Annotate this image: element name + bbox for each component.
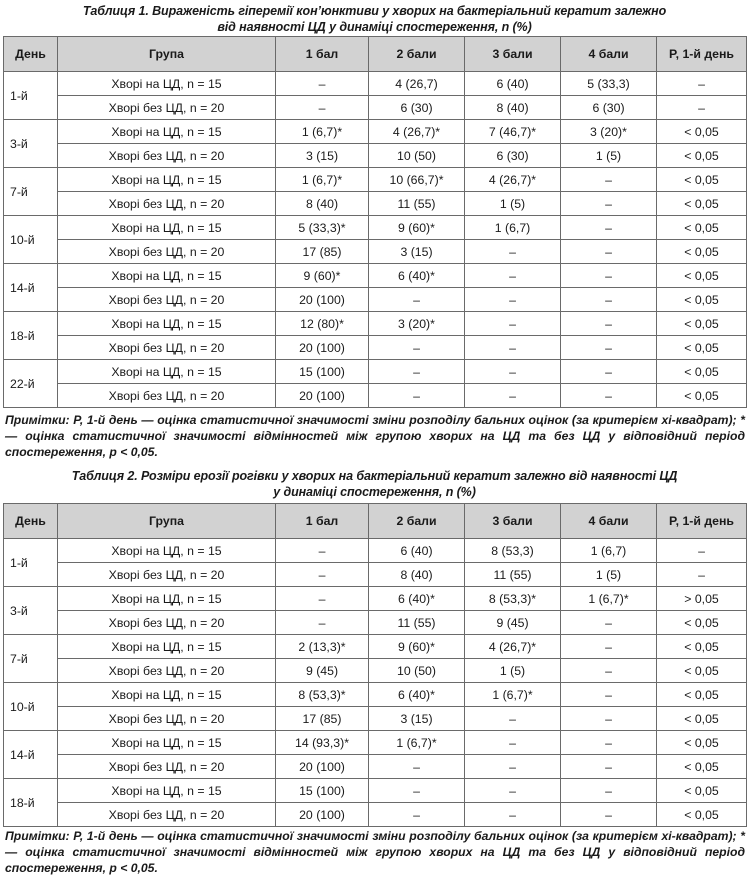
header-score-1: 1 бал xyxy=(276,37,369,72)
day-cell: 22-й xyxy=(4,360,58,408)
header-day: День xyxy=(4,37,58,72)
score-4-cell: 1 (6,7)* xyxy=(561,587,657,611)
score-2-cell: 6 (40)* xyxy=(369,683,465,707)
group-cell: Хворі на ЦД, n = 15 xyxy=(58,168,276,192)
score-2-cell: 11 (55) xyxy=(369,611,465,635)
table-row xyxy=(4,707,747,731)
score-4-cell: – xyxy=(561,384,657,408)
group-cell: Хворі без ЦД, n = 20 xyxy=(58,707,276,731)
score-1-cell: 17 (85) xyxy=(276,240,369,264)
score-2-cell: – xyxy=(369,803,465,827)
score-2-cell: 3 (15) xyxy=(369,707,465,731)
p-value-cell: – xyxy=(657,563,747,587)
score-3-cell: – xyxy=(465,707,561,731)
p-value-cell: > 0,05 xyxy=(657,587,747,611)
score-3-cell: – xyxy=(465,731,561,755)
header-p-value: P, 1-й день xyxy=(657,37,747,72)
table1-note: Примітки: Р, 1-й день — оцінка статистичної значимості зміни розподілу бальних оцінок (за критерієм хі-квадрат); * — оцінка статистичної значимості відмінностей між групою хворих на ЦД та без ЦД у відповідний період спостереження, р < 0,05. xyxy=(5,413,745,459)
day-cell: 10-й xyxy=(4,683,58,731)
p-value-cell: < 0,05 xyxy=(657,779,747,803)
group-cell: Хворі без ЦД, n = 20 xyxy=(58,755,276,779)
score-4-cell: 1 (5) xyxy=(561,563,657,587)
group-cell: Хворі без ЦД, n = 20 xyxy=(58,288,276,312)
score-3-cell: 11 (55) xyxy=(465,563,561,587)
p-value-cell: < 0,05 xyxy=(657,168,747,192)
group-cell: Хворі на ЦД, n = 15 xyxy=(58,683,276,707)
table-row xyxy=(4,288,747,312)
table-row xyxy=(4,635,747,659)
score-4-cell: – xyxy=(561,336,657,360)
score-2-cell: 6 (40)* xyxy=(369,587,465,611)
group-cell: Хворі на ЦД, n = 15 xyxy=(58,731,276,755)
p-value-cell: < 0,05 xyxy=(657,659,747,683)
table-row xyxy=(4,96,747,120)
p-value-cell: < 0,05 xyxy=(657,683,747,707)
table-row xyxy=(4,312,747,336)
group-cell: Хворі без ЦД, n = 20 xyxy=(58,96,276,120)
score-2-cell: 3 (15) xyxy=(369,240,465,264)
group-cell: Хворі без ЦД, n = 20 xyxy=(58,384,276,408)
group-cell: Хворі без ЦД, n = 20 xyxy=(58,336,276,360)
p-value-cell: < 0,05 xyxy=(657,144,747,168)
score-2-cell: 1 (6,7)* xyxy=(369,731,465,755)
table2-caption xyxy=(0,468,749,500)
score-1-cell: 1 (6,7)* xyxy=(276,168,369,192)
group-cell: Хворі на ЦД, n = 15 xyxy=(58,779,276,803)
score-1-cell: – xyxy=(276,539,369,563)
group-cell: Хворі на ЦД, n = 15 xyxy=(58,539,276,563)
group-cell: Хворі на ЦД, n = 15 xyxy=(58,312,276,336)
score-2-cell: 9 (60)* xyxy=(369,635,465,659)
table-row xyxy=(4,384,747,408)
group-cell: Хворі без ЦД, n = 20 xyxy=(58,144,276,168)
header-score-4: 4 бали xyxy=(561,37,657,72)
score-1-cell: 5 (33,3)* xyxy=(276,216,369,240)
table1-caption-line1: Таблиця 1. Вираженість гіперемії кон’юнктиви у хворих на бактеріальний кератит залежно xyxy=(82,4,667,18)
table-row xyxy=(4,659,747,683)
score-4-cell: – xyxy=(561,360,657,384)
score-2-cell: 6 (40)* xyxy=(369,264,465,288)
score-4-cell: 6 (30) xyxy=(561,96,657,120)
score-3-cell: 1 (6,7) xyxy=(465,216,561,240)
group-cell: Хворі на ЦД, n = 15 xyxy=(58,635,276,659)
score-2-cell: – xyxy=(369,384,465,408)
score-3-cell: 1 (5) xyxy=(465,192,561,216)
day-cell: 7-й xyxy=(4,635,58,683)
score-2-cell: 10 (66,7)* xyxy=(369,168,465,192)
score-2-cell: 9 (60)* xyxy=(369,216,465,240)
score-4-cell: 5 (33,3) xyxy=(561,72,657,96)
score-1-cell: – xyxy=(276,96,369,120)
score-1-cell: 3 (15) xyxy=(276,144,369,168)
p-value-cell: < 0,05 xyxy=(657,336,747,360)
score-4-cell: – xyxy=(561,240,657,264)
score-3-cell: 4 (26,7)* xyxy=(465,635,561,659)
p-value-cell: < 0,05 xyxy=(657,312,747,336)
score-4-cell: – xyxy=(561,755,657,779)
score-4-cell: – xyxy=(561,659,657,683)
score-1-cell: 15 (100) xyxy=(276,779,369,803)
header-score-3: 3 бали xyxy=(465,504,561,539)
group-cell: Хворі на ЦД, n = 15 xyxy=(58,587,276,611)
score-1-cell: 9 (60)* xyxy=(276,264,369,288)
header-group: Група xyxy=(58,504,276,539)
header-score-2: 2 бали xyxy=(369,37,465,72)
table2-header-row xyxy=(4,504,747,539)
table-row xyxy=(4,240,747,264)
score-3-cell: 1 (5) xyxy=(465,659,561,683)
score-1-cell: 20 (100) xyxy=(276,384,369,408)
table-row xyxy=(4,336,747,360)
score-4-cell: – xyxy=(561,216,657,240)
score-1-cell: – xyxy=(276,587,369,611)
group-cell: Хворі на ЦД, n = 15 xyxy=(58,360,276,384)
score-4-cell: – xyxy=(561,611,657,635)
score-2-cell: 10 (50) xyxy=(369,659,465,683)
table-row xyxy=(4,539,747,563)
score-2-cell: 6 (30) xyxy=(369,96,465,120)
table-row xyxy=(4,803,747,827)
score-1-cell: 9 (45) xyxy=(276,659,369,683)
score-1-cell: 1 (6,7)* xyxy=(276,120,369,144)
table-row xyxy=(4,779,747,803)
score-2-cell: 4 (26,7)* xyxy=(369,120,465,144)
day-cell: 18-й xyxy=(4,312,58,360)
header-score-1: 1 бал xyxy=(276,504,369,539)
day-cell: 14-й xyxy=(4,731,58,779)
score-2-cell: 4 (26,7) xyxy=(369,72,465,96)
table-row xyxy=(4,72,747,96)
score-3-cell: – xyxy=(465,384,561,408)
p-value-cell: < 0,05 xyxy=(657,635,747,659)
score-1-cell: 20 (100) xyxy=(276,803,369,827)
header-group: Група xyxy=(58,37,276,72)
score-3-cell: – xyxy=(465,312,561,336)
score-2-cell: 11 (55) xyxy=(369,192,465,216)
table1-caption xyxy=(0,3,749,35)
score-3-cell: 1 (6,7)* xyxy=(465,683,561,707)
p-value-cell: < 0,05 xyxy=(657,264,747,288)
table-row xyxy=(4,755,747,779)
group-cell: Хворі на ЦД, n = 15 xyxy=(58,216,276,240)
group-cell: Хворі на ЦД, n = 15 xyxy=(58,264,276,288)
header-score-2: 2 бали xyxy=(369,504,465,539)
day-cell: 1-й xyxy=(4,539,58,587)
p-value-cell: < 0,05 xyxy=(657,192,747,216)
table-row xyxy=(4,192,747,216)
score-2-cell: – xyxy=(369,360,465,384)
day-cell: 10-й xyxy=(4,216,58,264)
header-day: День xyxy=(4,504,58,539)
score-3-cell: – xyxy=(465,755,561,779)
score-4-cell: – xyxy=(561,635,657,659)
table2-caption-line2: у динаміці спостереження, n (%) xyxy=(273,485,476,499)
score-1-cell: 8 (40) xyxy=(276,192,369,216)
score-4-cell: – xyxy=(561,288,657,312)
score-3-cell: 8 (53,3)* xyxy=(465,587,561,611)
score-1-cell: 15 (100) xyxy=(276,360,369,384)
score-3-cell: – xyxy=(465,360,561,384)
score-3-cell: 6 (40) xyxy=(465,72,561,96)
score-1-cell: 8 (53,3)* xyxy=(276,683,369,707)
score-2-cell: – xyxy=(369,288,465,312)
score-1-cell: 20 (100) xyxy=(276,336,369,360)
day-cell: 1-й xyxy=(4,72,58,120)
p-value-cell: < 0,05 xyxy=(657,755,747,779)
score-3-cell: – xyxy=(465,264,561,288)
p-value-cell: < 0,05 xyxy=(657,288,747,312)
score-2-cell: 10 (50) xyxy=(369,144,465,168)
table-row xyxy=(4,731,747,755)
score-4-cell: – xyxy=(561,192,657,216)
header-score-3: 3 бали xyxy=(465,37,561,72)
group-cell: Хворі без ЦД, n = 20 xyxy=(58,240,276,264)
score-3-cell: – xyxy=(465,779,561,803)
score-3-cell: 6 (30) xyxy=(465,144,561,168)
score-4-cell: – xyxy=(561,731,657,755)
score-1-cell: – xyxy=(276,611,369,635)
p-value-cell: < 0,05 xyxy=(657,707,747,731)
p-value-cell: < 0,05 xyxy=(657,360,747,384)
score-3-cell: 8 (53,3) xyxy=(465,539,561,563)
score-1-cell: – xyxy=(276,72,369,96)
score-3-cell: – xyxy=(465,336,561,360)
group-cell: Хворі без ЦД, n = 20 xyxy=(58,659,276,683)
score-2-cell: 6 (40) xyxy=(369,539,465,563)
day-cell: 3-й xyxy=(4,120,58,168)
score-1-cell: 12 (80)* xyxy=(276,312,369,336)
score-2-cell: – xyxy=(369,336,465,360)
score-1-cell: 20 (100) xyxy=(276,288,369,312)
score-3-cell: 7 (46,7)* xyxy=(465,120,561,144)
score-1-cell: – xyxy=(276,563,369,587)
group-cell: Хворі на ЦД, n = 15 xyxy=(58,72,276,96)
p-value-cell: < 0,05 xyxy=(657,803,747,827)
score-4-cell: – xyxy=(561,707,657,731)
table1-header-row xyxy=(4,37,747,72)
table-row xyxy=(4,360,747,384)
score-4-cell: – xyxy=(561,779,657,803)
score-1-cell: 2 (13,3)* xyxy=(276,635,369,659)
score-4-cell: 3 (20)* xyxy=(561,120,657,144)
day-cell: 14-й xyxy=(4,264,58,312)
p-value-cell: – xyxy=(657,539,747,563)
score-1-cell: 17 (85) xyxy=(276,707,369,731)
score-4-cell: – xyxy=(561,683,657,707)
score-2-cell: 8 (40) xyxy=(369,563,465,587)
p-value-cell: < 0,05 xyxy=(657,240,747,264)
table2 xyxy=(3,503,747,827)
group-cell: Хворі без ЦД, n = 20 xyxy=(58,803,276,827)
table-row xyxy=(4,683,747,707)
table-row xyxy=(4,587,747,611)
score-3-cell: 8 (40) xyxy=(465,96,561,120)
table2-caption-line1: Таблиця 2. Розміри ерозії рогівки у хворих на бактеріальний кератит залежно від наявності ЦД xyxy=(71,469,678,483)
day-cell: 3-й xyxy=(4,587,58,635)
score-3-cell: 4 (26,7)* xyxy=(465,168,561,192)
table1 xyxy=(3,36,747,408)
p-value-cell: < 0,05 xyxy=(657,216,747,240)
table-row xyxy=(4,611,747,635)
score-4-cell: 1 (5) xyxy=(561,144,657,168)
group-cell: Хворі на ЦД, n = 15 xyxy=(58,120,276,144)
score-3-cell: – xyxy=(465,240,561,264)
score-2-cell: – xyxy=(369,779,465,803)
group-cell: Хворі без ЦД, n = 20 xyxy=(58,192,276,216)
score-1-cell: 14 (93,3)* xyxy=(276,731,369,755)
score-2-cell: – xyxy=(369,755,465,779)
score-4-cell: – xyxy=(561,312,657,336)
table1-caption-line2: від наявності ЦД у динаміці спостереження, n (%) xyxy=(217,20,532,34)
header-score-4: 4 бали xyxy=(561,504,657,539)
group-cell: Хворі без ЦД, n = 20 xyxy=(58,563,276,587)
score-4-cell: – xyxy=(561,168,657,192)
p-value-cell: – xyxy=(657,72,747,96)
score-1-cell: 20 (100) xyxy=(276,755,369,779)
table-row xyxy=(4,120,747,144)
table-row xyxy=(4,144,747,168)
table-row xyxy=(4,264,747,288)
score-3-cell: 9 (45) xyxy=(465,611,561,635)
table-row xyxy=(4,216,747,240)
table-row xyxy=(4,563,747,587)
p-value-cell: – xyxy=(657,96,747,120)
p-value-cell: < 0,05 xyxy=(657,120,747,144)
group-cell: Хворі без ЦД, n = 20 xyxy=(58,611,276,635)
header-p-value: P, 1-й день xyxy=(657,504,747,539)
day-cell: 7-й xyxy=(4,168,58,216)
score-4-cell: – xyxy=(561,803,657,827)
table-row xyxy=(4,168,747,192)
score-3-cell: – xyxy=(465,803,561,827)
score-2-cell: 3 (20)* xyxy=(369,312,465,336)
score-4-cell: – xyxy=(561,264,657,288)
p-value-cell: < 0,05 xyxy=(657,731,747,755)
day-cell: 18-й xyxy=(4,779,58,827)
p-value-cell: < 0,05 xyxy=(657,611,747,635)
score-3-cell: – xyxy=(465,288,561,312)
p-value-cell: < 0,05 xyxy=(657,384,747,408)
table2-note: Примітки: Р, 1-й день — оцінка статистичної значимості зміни розподілу бальних оцінок (за критерієм хі-квадрат); * — оцінка статистичної значимості відмінностей між групою хворих на ЦД та без ЦД у відповідний період спостереження, р < 0,05. xyxy=(5,829,745,875)
score-4-cell: 1 (6,7) xyxy=(561,539,657,563)
